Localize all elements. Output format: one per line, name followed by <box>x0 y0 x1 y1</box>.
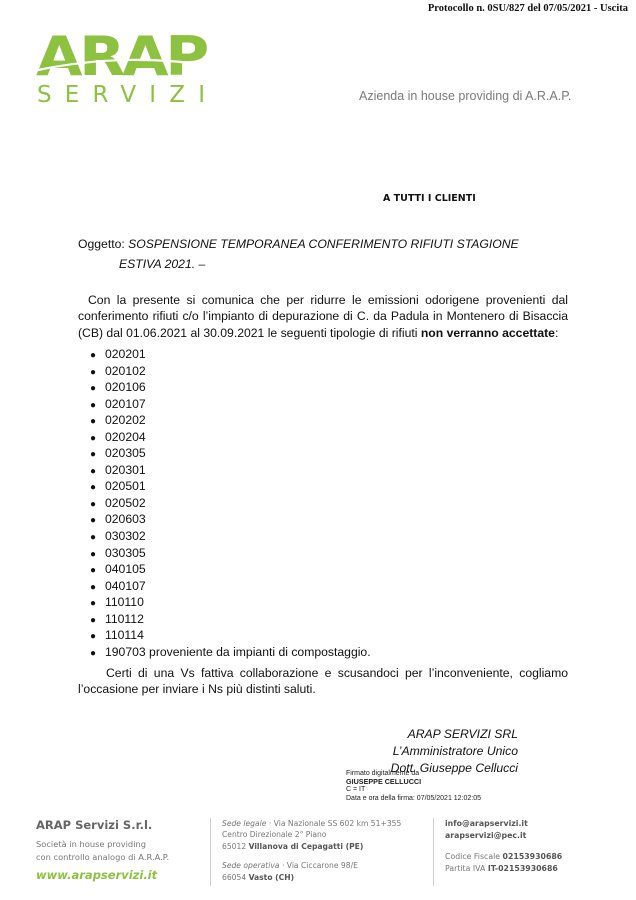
waste-code-text: 020502 <box>105 495 146 510</box>
bullet-icon: ● <box>90 366 97 378</box>
footer-desc-line1: Società in house providing <box>36 839 147 849</box>
subject-text: SOSPENSIONE TEMPORANEA CONFERIMENTO RIFIUTI STAGIONE <box>128 237 519 251</box>
bullet-icon: ● <box>90 515 97 527</box>
bullet-icon: ● <box>90 581 97 593</box>
waste-code-item <box>90 429 371 446</box>
tax-code-label: Codice Fiscale <box>445 851 503 861</box>
bullet-icon: ● <box>90 498 97 510</box>
signature-name: Dott. Giuseppe Cellucci <box>390 761 518 775</box>
waste-code-item <box>90 611 371 628</box>
waste-code-text: 020603 <box>105 512 146 527</box>
bullet-icon: ● <box>90 548 97 560</box>
bullet-icon: ● <box>90 350 97 361</box>
operational-office-zip: 66054 <box>222 872 249 882</box>
waste-code-item <box>90 412 371 429</box>
legal-office-label: Sede legale <box>222 819 267 828</box>
waste-code-text: 030302 <box>105 529 146 544</box>
legal-office-address: · Via Nazionale SS 602 km 51+355 <box>266 819 402 828</box>
recipient-line: A TUTTI I CLIENTI <box>383 193 476 204</box>
footer-addresses <box>222 818 401 883</box>
waste-code-item <box>90 644 371 661</box>
bullet-icon: ● <box>90 449 97 461</box>
vat-value: IT-02153930686 <box>487 864 558 874</box>
closing-paragraph <box>78 665 568 698</box>
bullet-icon: ● <box>90 631 97 643</box>
footer-pec-link[interactable]: arapservizi@pec.it <box>445 831 527 841</box>
bullet-icon: ● <box>90 432 97 444</box>
waste-code-item <box>90 545 371 562</box>
tax-code-value: 02153930686 <box>502 851 563 861</box>
waste-code-text: 040107 <box>105 578 146 593</box>
waste-code-item <box>90 495 371 512</box>
legal-office-zip: 65012 <box>222 841 249 851</box>
waste-code-list <box>90 346 371 660</box>
waste-code-text: 020305 <box>105 446 146 461</box>
bullet-icon: ● <box>90 598 97 610</box>
waste-code-item <box>90 511 371 528</box>
waste-code-text: 020501 <box>105 479 146 494</box>
subject-block <box>78 234 519 274</box>
svg-text:SERVIZI: SERVIZI <box>37 82 205 106</box>
company-tagline: Azienda in house providing di A.R.A.P. <box>359 89 572 103</box>
digital-signature-signer: GIUSEPPE CELLUCCI <box>346 777 422 787</box>
waste-code-item <box>90 462 371 479</box>
bullet-icon: ● <box>90 416 97 428</box>
waste-code-item <box>90 396 371 413</box>
footer-company <box>36 818 169 882</box>
digital-signature-stamp <box>346 770 481 803</box>
operational-office-label: Sede operativa <box>222 861 280 871</box>
waste-code-text: 020201 <box>105 347 146 361</box>
waste-code-text: 020204 <box>105 429 146 444</box>
signature-role: L’Amministratore Unico <box>392 744 518 758</box>
waste-code-text: 020202 <box>105 413 146 428</box>
waste-code-item <box>90 346 371 363</box>
bullet-icon: ● <box>90 614 97 626</box>
waste-code-item <box>90 363 371 380</box>
waste-code-text: 110112 <box>105 611 144 626</box>
footer-divider <box>210 818 211 886</box>
waste-code-text: 190703 proveniente da impianti di compostaggio. <box>105 644 371 659</box>
arap-servizi-logo <box>36 30 216 106</box>
footer-divider <box>433 818 434 886</box>
footer-company-description <box>36 838 169 864</box>
waste-code-text: 110110 <box>105 595 144 610</box>
waste-code-item <box>90 561 371 578</box>
waste-code-item <box>90 578 371 595</box>
signature-company: ARAP SERVIZI SRL <box>407 727 518 741</box>
footer-email-link[interactable]: info@arapservizi.it <box>445 819 528 828</box>
waste-code-item <box>90 627 371 644</box>
body-text: Con la presente si comunica che per ridurre le emissioni odorigene provenienti dal conferimento rifiuti c/o l’impianto di depurazione di C. da Padula in Montenero di Bisaccia (CB) dal 01.06.2021 al 30.09.2021 le seguenti tipologie di rifiuti <box>78 293 568 340</box>
waste-code-item <box>90 379 371 396</box>
closing-text: Certi di una Vs fattiva collaborazione e scusandoci per l’inconveniente, cogliamo l’occasione per inviare i Ns più distinti saluti. <box>78 666 568 697</box>
legal-office-line2: Centro Direzionale 2° Piano <box>222 830 327 840</box>
waste-code-text: 020107 <box>105 396 146 411</box>
waste-code-item <box>90 528 371 545</box>
body-text-end: : <box>554 325 559 340</box>
waste-code-text: 020102 <box>105 363 146 378</box>
waste-code-text: 110114 <box>105 628 144 643</box>
waste-code-text: 030305 <box>105 545 146 560</box>
bullet-icon: ● <box>90 399 97 411</box>
waste-code-text: 020301 <box>105 462 146 477</box>
footer-desc-line2: con controllo analogo di A.R.A.P. <box>36 852 170 862</box>
bullet-icon: ● <box>90 532 97 544</box>
operational-office-city: Vasto (CH) <box>248 872 295 882</box>
legal-office-city: Villanova di Cepagatti (PE) <box>248 841 364 851</box>
waste-code-item <box>90 478 371 495</box>
body-paragraph <box>78 292 568 341</box>
subject-text-continued: ESTIVA 2021. – <box>119 257 206 271</box>
protocol-number: Protocollo n. 0SU/827 del 07/05/2021 - Uscita <box>427 3 628 14</box>
footer-company-name: ARAP Servizi S.r.l. <box>36 818 153 832</box>
waste-code-item <box>90 594 371 611</box>
digital-signature-date: Data e ora della firma: 07/05/2021 12:02:05 <box>346 794 482 802</box>
footer-contacts <box>445 818 562 876</box>
subject-label: Oggetto: <box>78 237 125 251</box>
vat-label: Partita IVA <box>445 864 488 874</box>
waste-code-item <box>90 445 371 462</box>
waste-code-text: 040105 <box>105 562 146 577</box>
bullet-icon: ● <box>90 383 97 395</box>
waste-code-text: 020106 <box>105 380 146 395</box>
operational-office-address: · Via Ciccarone 98/E <box>279 861 358 871</box>
body-emphasis: non verranno accettate <box>420 325 555 340</box>
bullet-icon: ● <box>90 565 97 577</box>
bullet-icon: ● <box>90 465 97 477</box>
bullet-icon: ● <box>90 482 97 494</box>
digital-signature-country: C = IT <box>346 786 366 794</box>
svg-text:ARAP: ARAP <box>36 30 208 88</box>
bullet-icon: ● <box>90 647 97 659</box>
digital-signature-label: Firmato digitalmente da <box>346 770 420 777</box>
footer-website-link[interactable]: www.arapservizi.it <box>36 868 158 882</box>
